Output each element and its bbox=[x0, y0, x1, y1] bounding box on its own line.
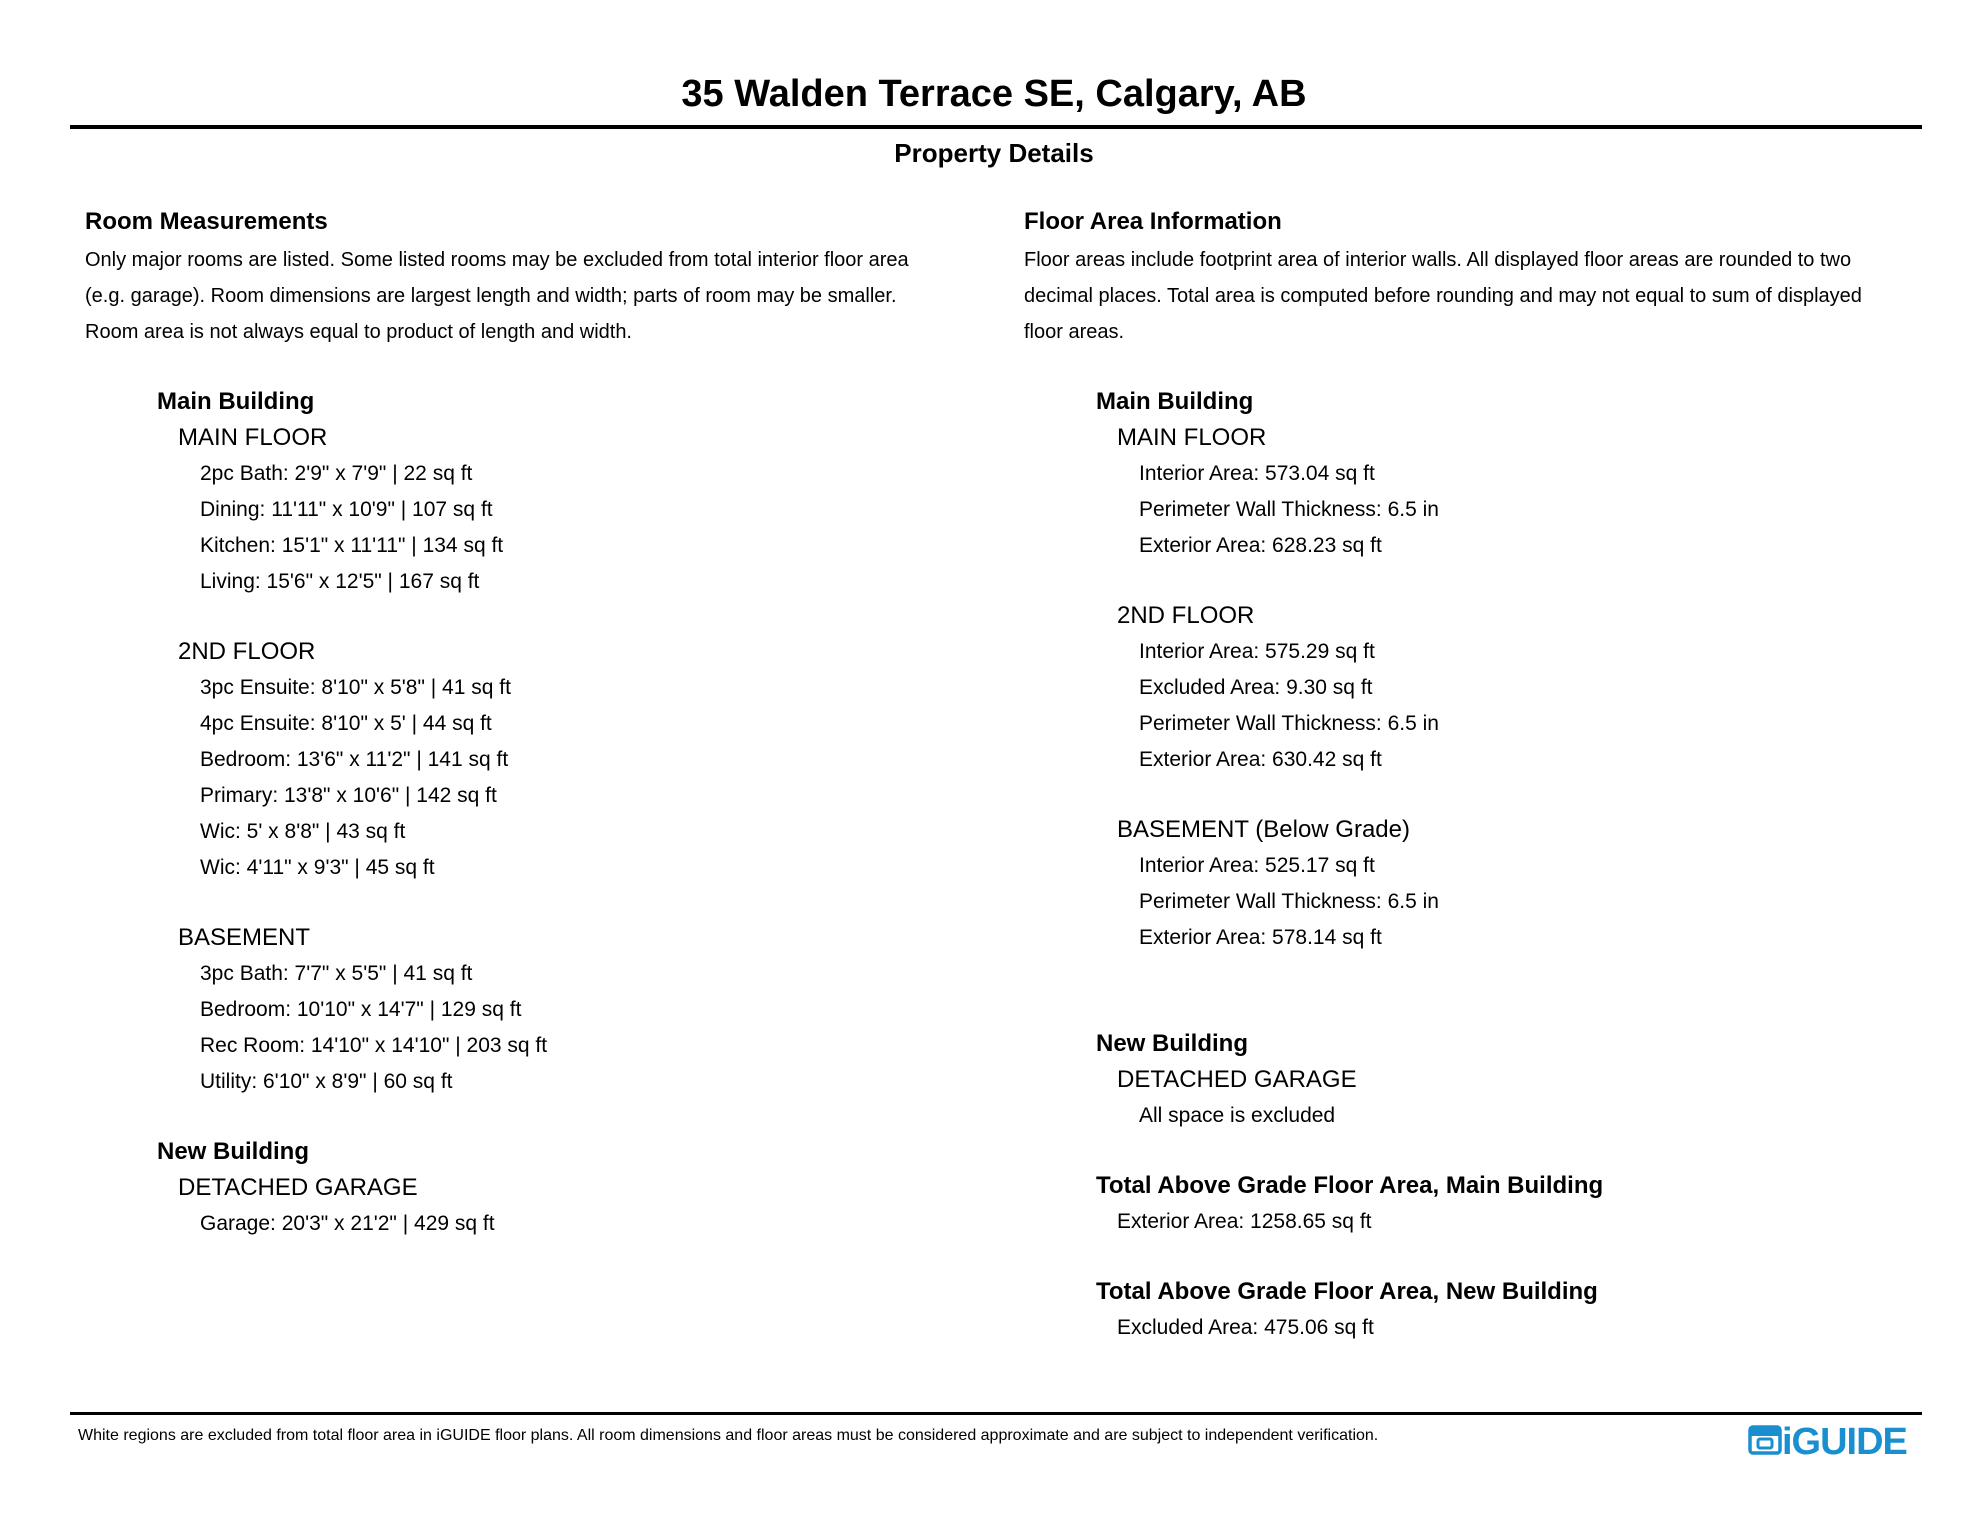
rm-new-building-label: New Building bbox=[157, 1138, 309, 1165]
room-item: Garage: 20'3" x 21'2" | 429 sq ft bbox=[200, 1212, 495, 1235]
area-item: Perimeter Wall Thickness: 6.5 in bbox=[1139, 498, 1439, 521]
room-item: 4pc Ensuite: 8'10" x 5' | 44 sq ft bbox=[200, 712, 492, 735]
room-item: Wic: 4'11" x 9'3" | 45 sq ft bbox=[200, 856, 435, 879]
area-item: Perimeter Wall Thickness: 6.5 in bbox=[1139, 712, 1439, 735]
rm-garage-label: DETACHED GARAGE bbox=[178, 1174, 418, 1201]
room-item: Bedroom: 10'10" x 14'7" | 129 sq ft bbox=[200, 998, 522, 1021]
room-measurements-section bbox=[85, 206, 985, 350]
fa-main-floor-label: MAIN FLOOR bbox=[1117, 424, 1267, 451]
floor-area-note bbox=[1024, 242, 1924, 350]
note-line: Floor areas include footprint area of interior walls. All displayed floor areas are rounded to two bbox=[1024, 249, 1852, 271]
rm-main-floor-label: MAIN FLOOR bbox=[178, 424, 328, 451]
room-item: Rec Room: 14'10" x 14'10" | 203 sq ft bbox=[200, 1034, 548, 1057]
floor-area-section bbox=[1024, 206, 1924, 350]
page-subtitle: Property Details bbox=[894, 138, 1094, 168]
room-item: Living: 15'6" x 12'5" | 167 sq ft bbox=[200, 570, 480, 593]
area-item: Exterior Area: 628.23 sq ft bbox=[1139, 534, 1382, 557]
rm-main-building-label: Main Building bbox=[157, 388, 315, 415]
room-measurements-heading: Room Measurements bbox=[85, 208, 328, 235]
page-title: 35 Walden Terrace SE, Calgary, AB bbox=[681, 73, 1307, 115]
camera-icon bbox=[1748, 1425, 1782, 1460]
area-item: Excluded Area: 9.30 sq ft bbox=[1139, 676, 1373, 699]
footer-divider bbox=[70, 1412, 1922, 1415]
room-item: Dining: 11'11" x 10'9" | 107 sq ft bbox=[200, 498, 493, 521]
room-item: 3pc Ensuite: 8'10" x 5'8" | 41 sq ft bbox=[200, 676, 511, 699]
note-line: Only major rooms are listed. Some listed rooms may be excluded from total interior floor area bbox=[85, 249, 909, 271]
room-item: Utility: 6'10" x 8'9" | 60 sq ft bbox=[200, 1070, 453, 1093]
area-item: All space is excluded bbox=[1139, 1104, 1336, 1127]
room-item: Kitchen: 15'1" x 11'11" | 134 sq ft bbox=[200, 534, 504, 557]
area-item: Interior Area: 525.17 sq ft bbox=[1139, 854, 1375, 877]
area-item: Interior Area: 573.04 sq ft bbox=[1139, 462, 1375, 485]
fa-second-floor-label: 2ND FLOOR bbox=[1117, 602, 1255, 629]
room-item: Bedroom: 13'6" x 11'2" | 141 sq ft bbox=[200, 748, 509, 771]
fa-basement-label: BASEMENT (Below Grade) bbox=[1117, 816, 1410, 843]
note-line: floor areas. bbox=[1024, 321, 1125, 343]
fa-garage-label: DETACHED GARAGE bbox=[1117, 1066, 1357, 1093]
total-new-building-label: Total Above Grade Floor Area, New Building bbox=[1096, 1278, 1598, 1305]
room-item: 2pc Bath: 2'9" x 7'9" | 22 sq ft bbox=[200, 462, 473, 485]
total-main-building-label: Total Above Grade Floor Area, Main Building bbox=[1096, 1172, 1604, 1199]
footer-disclaimer: White regions are excluded from total floor area in iGUIDE floor plans. All room dimensions and floor areas must be considered approximate and are subject to independent verification. bbox=[78, 1427, 1379, 1444]
area-item: Interior Area: 575.29 sq ft bbox=[1139, 640, 1375, 663]
title-divider bbox=[70, 125, 1922, 129]
room-item: 3pc Bath: 7'7" x 5'5" | 41 sq ft bbox=[200, 962, 473, 985]
rm-second-floor-label: 2ND FLOOR bbox=[178, 638, 316, 665]
area-item: Exterior Area: 630.42 sq ft bbox=[1139, 748, 1382, 771]
note-line: Room area is not always equal to product of length and width. bbox=[85, 321, 632, 343]
note-line: decimal places. Total area is computed before rounding and may not equal to sum of displayed bbox=[1024, 285, 1862, 307]
area-item: Perimeter Wall Thickness: 6.5 in bbox=[1139, 890, 1439, 913]
room-item: Primary: 13'8" x 10'6" | 142 sq ft bbox=[200, 784, 497, 807]
fa-main-building-label: Main Building bbox=[1096, 388, 1254, 415]
room-measurements-note bbox=[85, 242, 985, 350]
fa-new-building-label: New Building bbox=[1096, 1030, 1248, 1057]
room-item: Wic: 5' x 8'8" | 43 sq ft bbox=[200, 820, 406, 843]
logo-text: iGUIDE bbox=[1782, 1421, 1907, 1463]
total-main-building-value: Exterior Area: 1258.65 sq ft bbox=[1117, 1210, 1372, 1233]
floor-area-heading: Floor Area Information bbox=[1024, 208, 1282, 235]
total-new-building-value: Excluded Area: 475.06 sq ft bbox=[1117, 1316, 1374, 1339]
area-item: Exterior Area: 578.14 sq ft bbox=[1139, 926, 1382, 949]
rm-basement-label: BASEMENT bbox=[178, 924, 311, 951]
iguide-logo bbox=[1748, 1420, 1907, 1464]
note-line: (e.g. garage). Room dimensions are largest length and width; parts of room may be smaller. bbox=[85, 285, 897, 307]
